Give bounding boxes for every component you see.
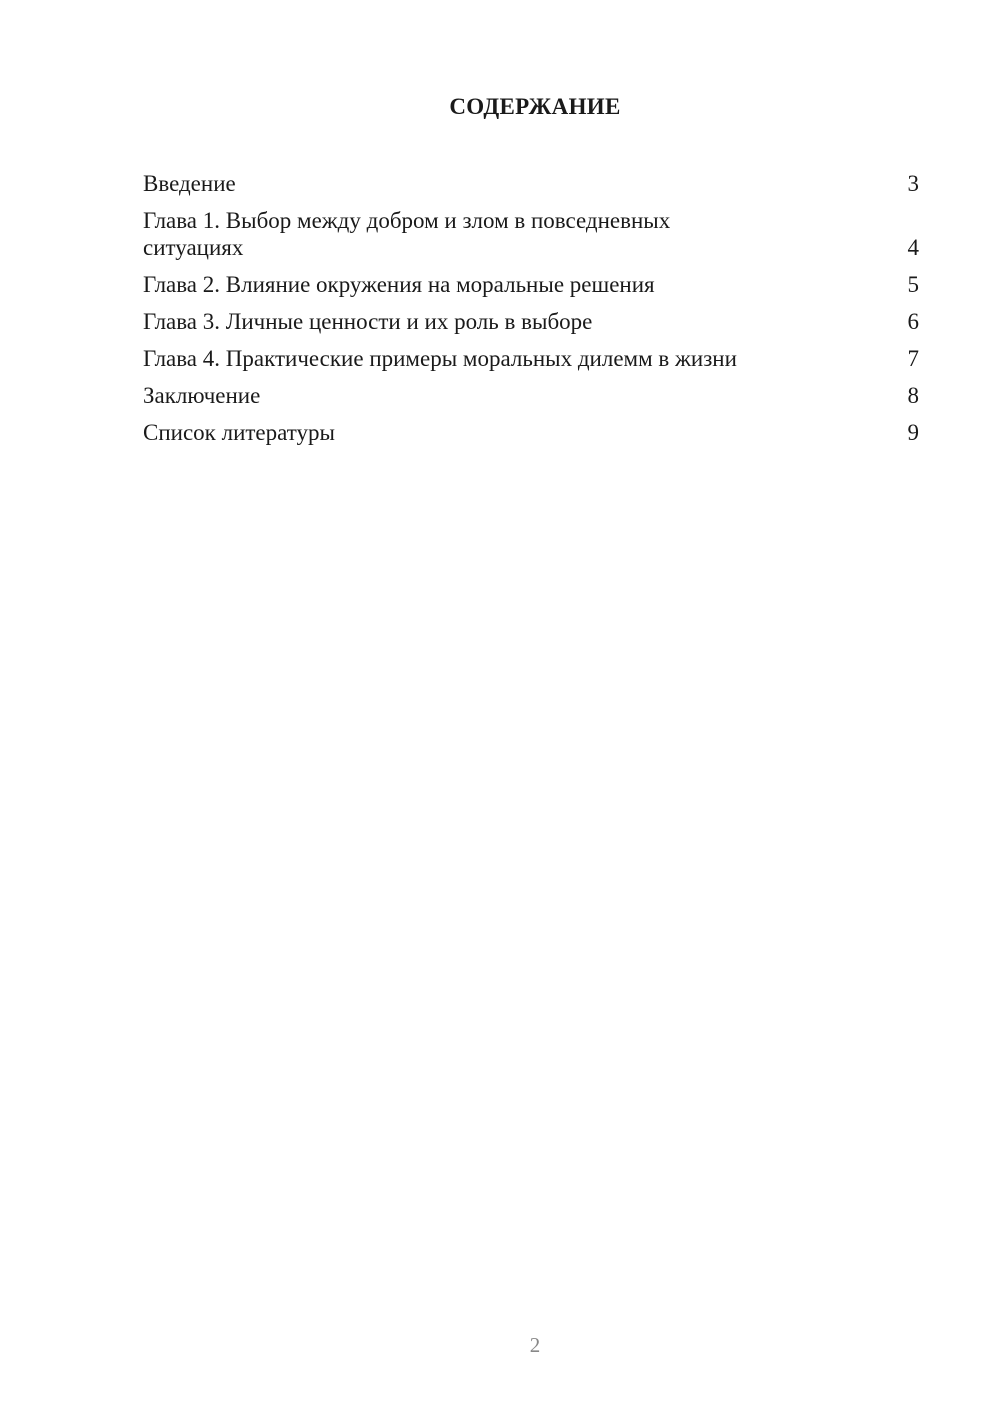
toc-entry-chapter-4 bbox=[143, 345, 919, 372]
toc-entry-page: 4 bbox=[907, 235, 919, 260]
toc-entry-page: 9 bbox=[907, 420, 919, 445]
toc-entry-chapter-1 bbox=[143, 207, 919, 261]
toc-entry-page: 8 bbox=[907, 383, 919, 408]
toc-entry-title: Глава 4. Практические примеры моральных дилемм в жизни bbox=[143, 346, 737, 371]
toc-entry-introduction bbox=[143, 170, 919, 197]
toc-entry-title: Глава 3. Личные ценности и их роль в выборе bbox=[143, 309, 593, 334]
toc-entry-chapter-3 bbox=[143, 308, 919, 335]
toc-entry-chapter-2 bbox=[143, 271, 919, 298]
toc-entry-title: Глава 1. Выбор между добром и злом в повседневных ситуациях bbox=[143, 208, 671, 260]
toc-entry-page: 7 bbox=[907, 346, 919, 371]
toc-entry-title: Введение bbox=[143, 171, 236, 196]
page-number: 2 bbox=[529, 1333, 541, 1357]
toc-entry-references bbox=[143, 419, 919, 446]
toc-entry-title: Глава 2. Влияние окружения на моральные решения bbox=[143, 272, 655, 297]
toc-entry-page: 5 bbox=[907, 272, 919, 297]
table-of-contents bbox=[143, 170, 919, 456]
toc-entry-page: 3 bbox=[907, 171, 919, 196]
toc-entry-conclusion bbox=[143, 382, 919, 409]
toc-entry-title: Заключение bbox=[143, 383, 261, 408]
toc-entry-title: Список литературы bbox=[143, 420, 335, 445]
page-title: СОДЕРЖАНИЕ bbox=[449, 94, 621, 119]
toc-entry-page: 6 bbox=[907, 309, 919, 334]
